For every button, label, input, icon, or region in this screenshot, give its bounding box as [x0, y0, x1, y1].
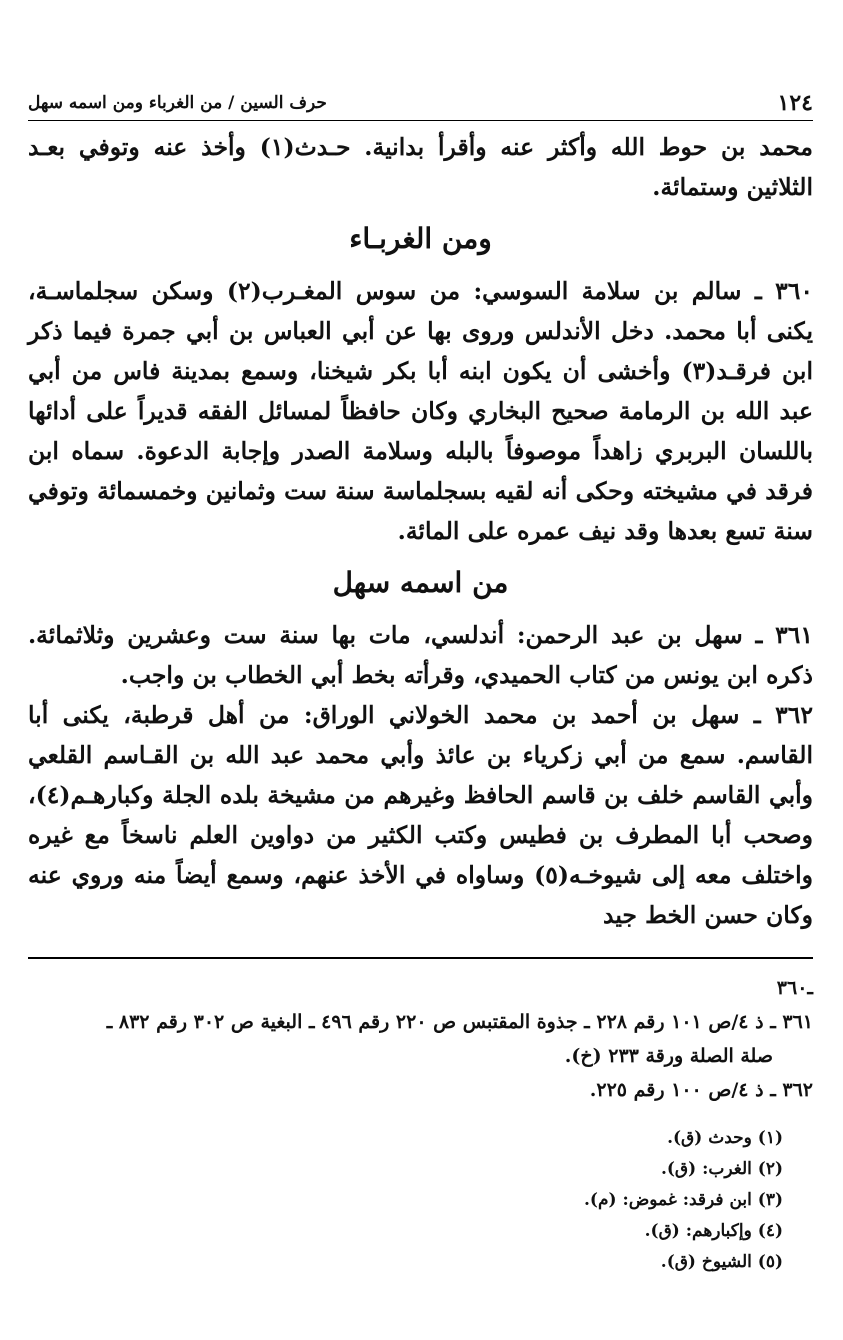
entry-360: ٣٦٠ ـ سالم بن سلامة السوسي: من سوس المغـرب(٢) وسكن سجلماسـة، يكنى أبا محمد. دخل الأندلس وروى بها عن أبي العباس بن أبي جمرة فيما ذكر ابن فرقـد(٣) وأخشى أن يكون ابنه أبا بكر شيخنا، وسمع بمدينة فاس من أبي عبد الله بن الرمامة صحيح البخاري وكان حافظاً لمسائل الفقه قديراً على أدائها باللسان البربري زاهداً موصوفاً بالبله وسلامة الصدر وإجابة الدعوة. سماه ابن فرقد في مشيخته وحكى أنه لقيه بسجلماسة سنة ست وثمانين وخمسمائة وتوفي سنة تسع بعدها وقد نيف عمره على المائة.: [28, 277, 813, 545]
running-title: حرف السين / من الغرباء ومن اسمه سهل: [28, 93, 327, 113]
footnote: (٤) وإكبارهم: (ق).: [644, 1221, 783, 1241]
footnote: (٥) الشيوخ (ق).: [660, 1252, 783, 1272]
entry-361: ٣٦١ ـ سهل بن عبد الرحمن: أندلسي، مات بها سنة ست وعشرين وثلاثمائة. ذكره ابن يونس من كتاب الحميدي، وقرأته بخط أبي الخطاب بن واجب.: [28, 621, 813, 689]
sources-list: [28, 971, 813, 1107]
section-title-sahl: من اسمه سهل: [332, 566, 509, 599]
footnotes-list: [28, 1123, 813, 1278]
page-number: ١٢٤: [777, 90, 813, 116]
source-line: ٣٦٢ ـ ذ ٤/ص ١٠٠ رقم ٢٢٥.: [589, 1079, 813, 1101]
section-title-strangers: ومن الغربـاء: [349, 222, 492, 255]
source-line: ٣٦١ ـ ذ ٤/ص ١٠١ رقم ٢٢٨ ـ جذوة المقتبس ص ٢٢٠ رقم ٤٩٦ ـ البغية ص ٣٠٢ رقم ٨٣٢ ـ: [106, 1011, 813, 1033]
footnote: (١) وحدث (ق).: [667, 1128, 783, 1148]
running-header: [28, 86, 813, 121]
footnote: (٢) الغرب: (ق).: [660, 1159, 783, 1179]
footnote: (٣) ابن فرقد: غموض: (م).: [584, 1190, 783, 1210]
entry-362: ٣٦٢ ـ سهل بن أحمد بن محمد الخولاني الوراق: من أهل قرطبة، يكنى أبا القاسم. سمع من أبي زكرياء بن عائذ وأبي محمد عبد الله بن القـاسم القلعي وأبي القاسم خلف بن قاسم الحافظ وغيرهم من مشيخة بلده الجلة وكبارهـم(٤)، وصحب أبا المطرف بن فطيس وكتب الكثير من دواوين العلم ناسخاً مع غيره واختلف معه إلى شيوخـه(٥) وساواه في الأخذ عنهم، وسمع أيضاً منه وروي عنه وكان حسن الخط جيد: [28, 701, 813, 929]
footnote-separator: [28, 957, 813, 959]
intro-paragraph: محمد بن حوط الله وأكثر عنه وأقرأ بدانية. حـدث(١) وأخذ عنه وتوفي بعـد الثلاثين وستمائة.: [28, 133, 813, 201]
source-line: صلة الصلة ورقة ٢٣٣ (خ).: [564, 1045, 773, 1067]
source-line: ـ٣٦٠: [776, 977, 813, 999]
